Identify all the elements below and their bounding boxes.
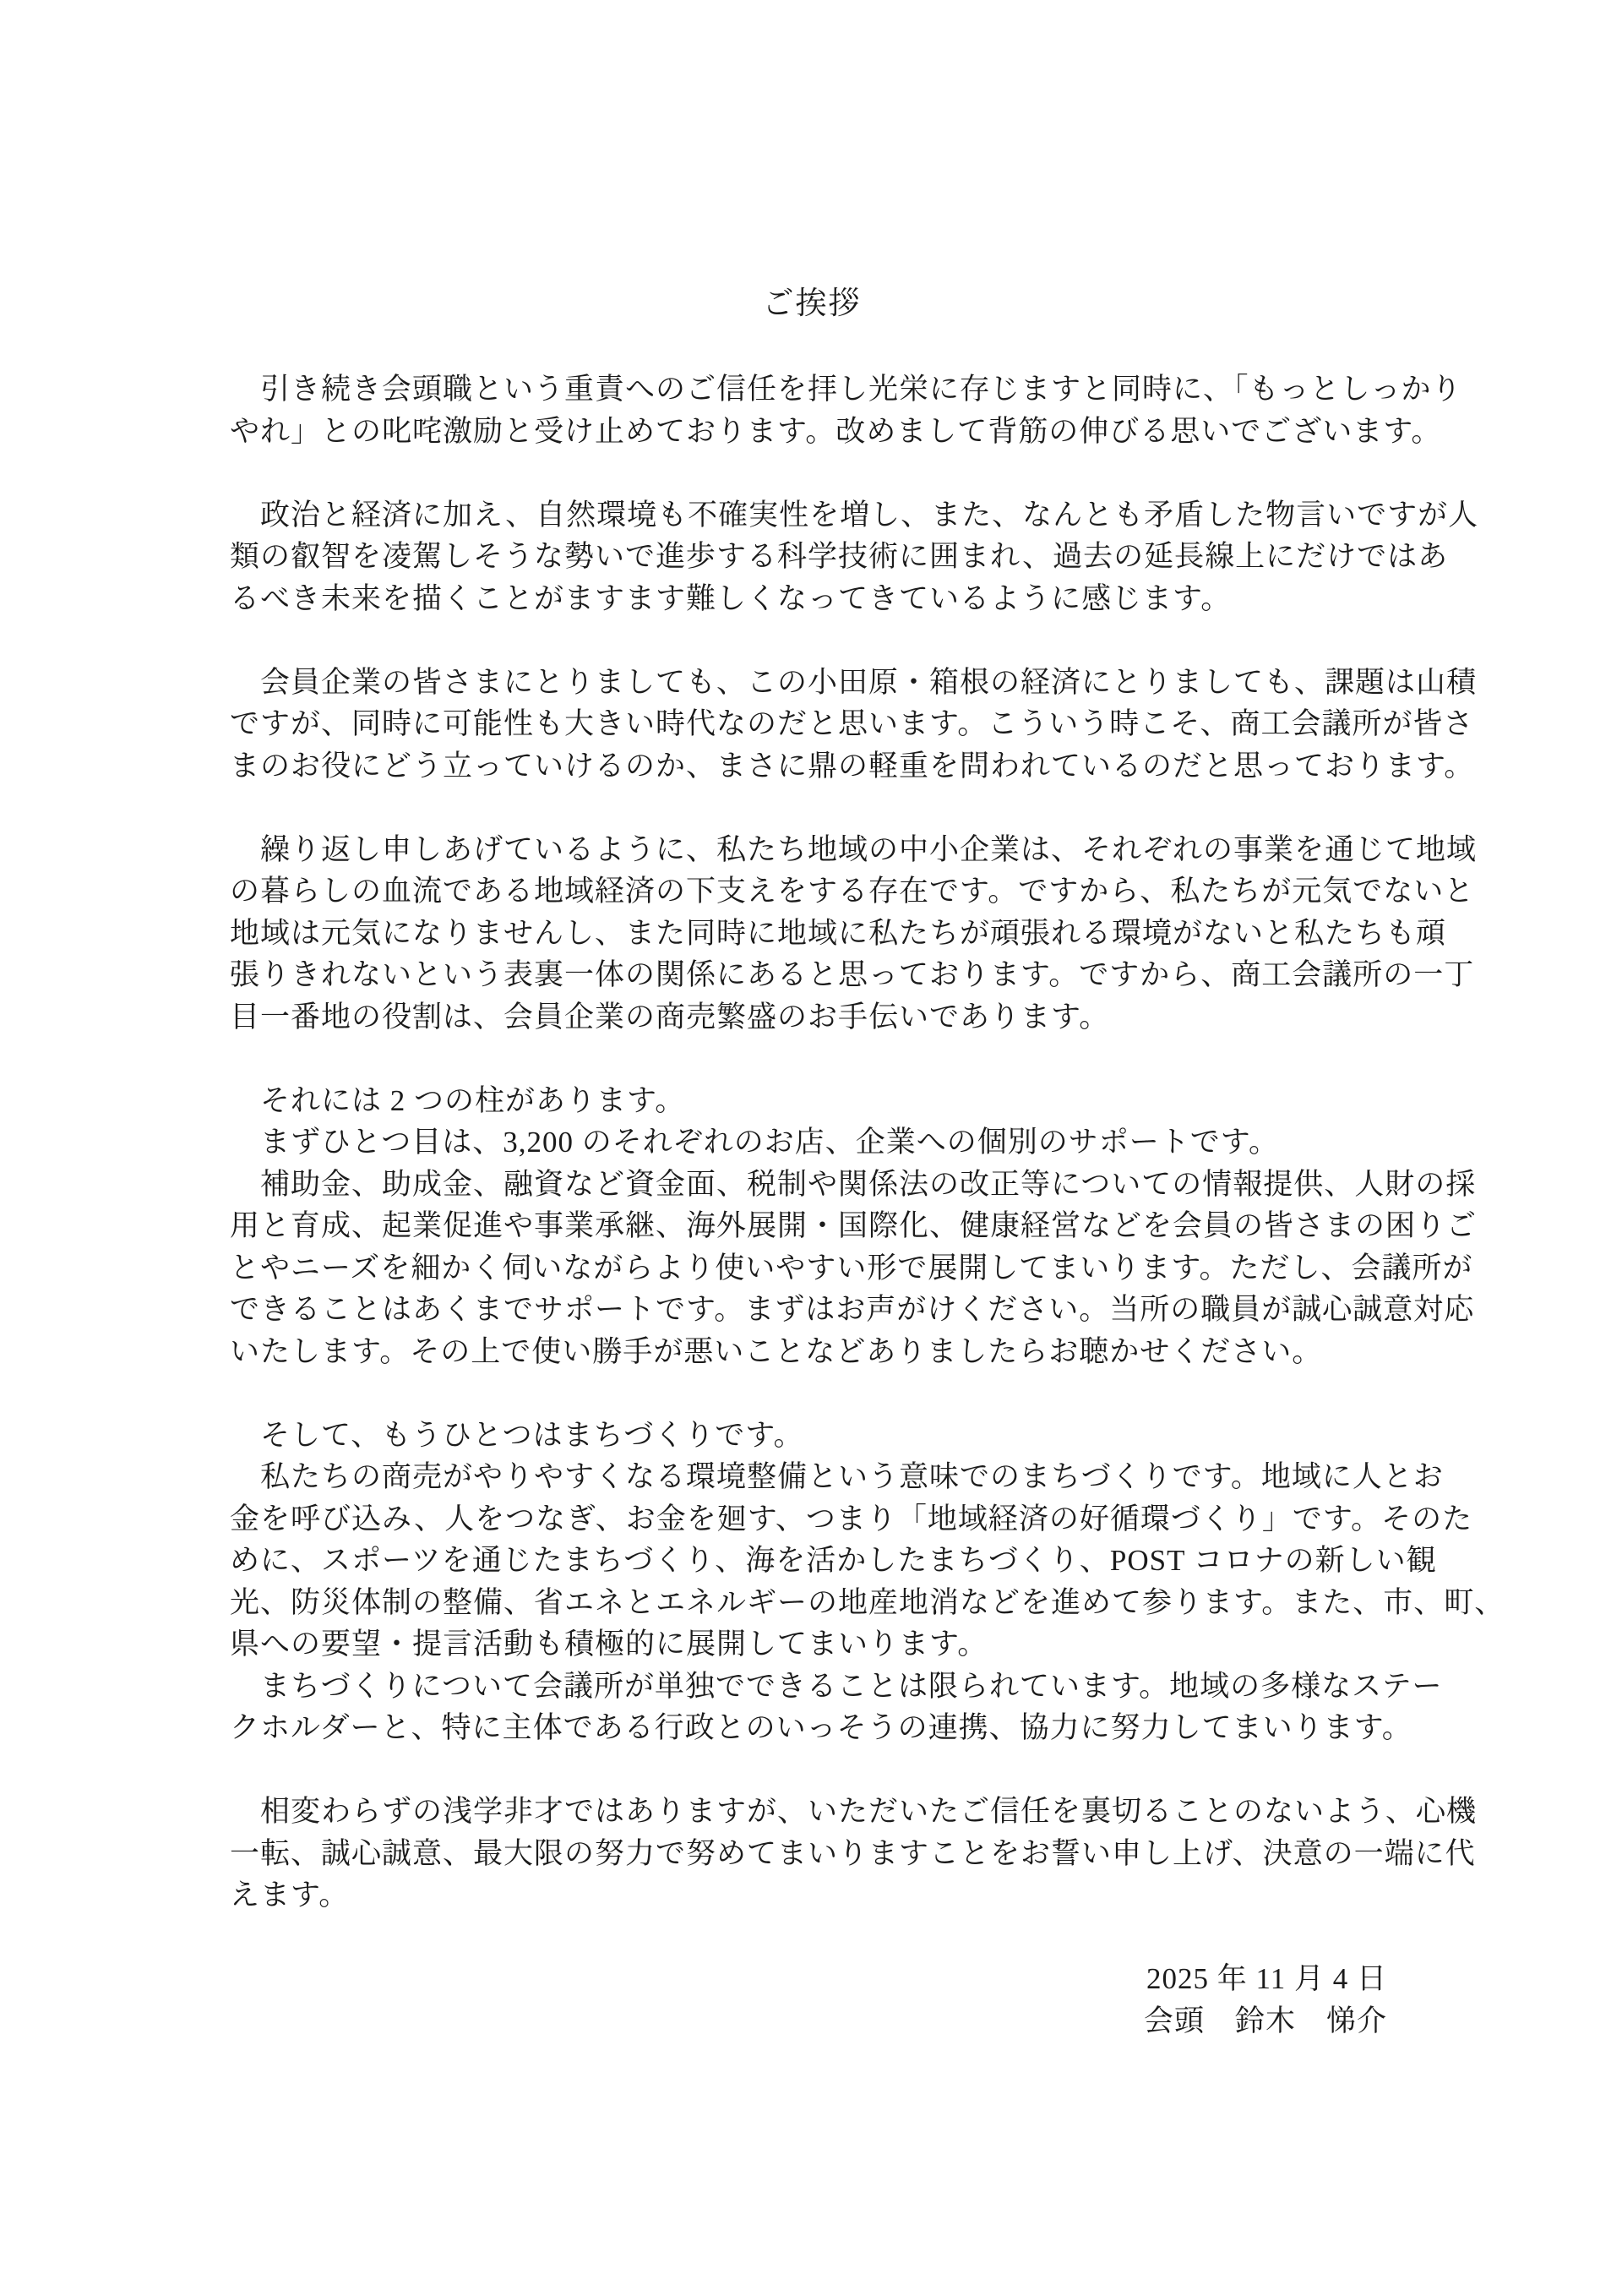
text-line: 相変わらずの浅学非才ではありますが、いただいたご信任を裏切ることのないよう、心機: [230, 1795, 1478, 1828]
text-line: それには 2 つの柱があります。: [230, 1083, 686, 1117]
text-line: 一転、誠心誠意、最大限の努力で努めてまいりますことをお誓い申し上げ、決意の一端に代: [230, 1836, 1476, 1870]
text-line: の暮らしの血流である地域経済の下支えをする存在です。ですから、私たちが元気でないと: [230, 875, 1475, 908]
paragraph: [230, 662, 1478, 788]
text-line: できることはあくまでサポートです。まずはお声がけください。当所の職員が誠心誠意対応: [230, 1293, 1475, 1326]
paragraph: [230, 1791, 1478, 1917]
text-line: やれ」との叱咤激励と受け止めております。改めまして背筋の伸びる思いでございます。: [230, 414, 1442, 448]
paragraph: [230, 829, 1478, 1039]
text-line: 繰り返し申しあげているように、私たち地域の中小企業は、それぞれの事業を通じて地域: [230, 832, 1478, 866]
text-line: 用と育成、起業促進や事業承継、海外展開・国際化、健康経営などを会員の皆さまの困りご: [230, 1209, 1478, 1242]
text-line: めに、スポーツを通じたまちづくり、海を活かしたまちづくり、POST コロナの新しい観: [230, 1544, 1437, 1577]
document-body: [230, 368, 1505, 2042]
text-line: 金を呼び込み、人をつなぎ、お金を廻す、つまり「地域経済の好循環づくり」です。そのた: [230, 1502, 1473, 1535]
text-line: えます。: [230, 1879, 350, 1912]
text-line: まちづくりについて会議所が単独でできることは限られています。地域の多様なステー: [230, 1669, 1443, 1703]
text-line: 会員企業の皆さまにとりましても、この小田原・箱根の経済にとりましても、課題は山積: [230, 665, 1478, 699]
text-line: 目一番地の役割は、会員企業の商売繁盛のお手伝いであります。: [230, 1000, 1110, 1033]
text-line: クホルダーと、特に主体である行政とのいっそうの連携、協力に努力してまいります。: [230, 1711, 1412, 1744]
paragraph: [230, 1415, 1505, 1749]
text-line: るべき未来を描くことがますます難しくなってきているように感じます。: [230, 581, 1232, 615]
document-signature: 会頭 鈴木 悌介: [1143, 2004, 1387, 2037]
closing-block: [230, 1958, 1394, 2042]
text-line: 引き続き会頭職という重責へのご信任を拝し光栄に存じますと同時に、「もっとしっかり: [230, 373, 1462, 406]
text-line: 光、防災体制の整備、省エネとエネルギーの地産地消などを進めて参ります。また、市、町、: [230, 1585, 1505, 1619]
document-title: ご挨拶: [762, 286, 862, 321]
paragraph: [230, 368, 1462, 452]
paragraph: [230, 1080, 1478, 1373]
text-line: いたします。その上で使い勝手が悪いことなどありましたらお聴かせください。: [230, 1334, 1323, 1368]
text-line: ですが、同時に可能性も大きい時代なのだと思います。こういう時こそ、商工会議所が皆さ: [230, 707, 1474, 740]
paragraph-container: [230, 368, 1505, 1917]
text-line: 類の叡智を凌駕しそうな勢いで進歩する科学技術に囲まれ、過去の延長線上にだけではあ: [230, 540, 1449, 573]
text-line: そして、もうひとつはまちづくりです。: [230, 1418, 804, 1452]
paragraph: [230, 494, 1479, 620]
text-line: 県への要望・提言活動も積極的に展開してまいります。: [230, 1628, 988, 1661]
text-line: 私たちの商売がやりやすくなる環境整備という意味でのまちづくりです。地域に人とお: [230, 1460, 1444, 1493]
text-line: 補助金、助成金、融資など資金面、税制や関係法の改正等についての情報提供、人財の採: [230, 1167, 1477, 1201]
text-line: 張りきれないという表裏一体の関係にあると思っております。ですから、商工会議所の一丁: [230, 958, 1475, 991]
text-line: まずひとつ目は、3,200 のそれぞれのお店、企業への個別のサポートです。: [230, 1126, 1280, 1159]
document-date: 2025 年 11 月 4 日: [1146, 1962, 1387, 1995]
text-line: 地域は元気になりませんし、また同時に地域に私たちが頑張れる環境がないと私たちも頑: [230, 916, 1447, 950]
text-line: 政治と経済に加え、自然環境も不確実性を増し、また、なんとも矛盾した物言いですが人: [230, 498, 1479, 532]
text-line: まのお役にどう立っていけるのか、まさに鼎の軽重を問われているのだと思っております。: [230, 749, 1475, 783]
text-line: とやニーズを細かく伺いながらより使いやすい形で展開してまいります。ただし、会議所が: [230, 1251, 1473, 1284]
